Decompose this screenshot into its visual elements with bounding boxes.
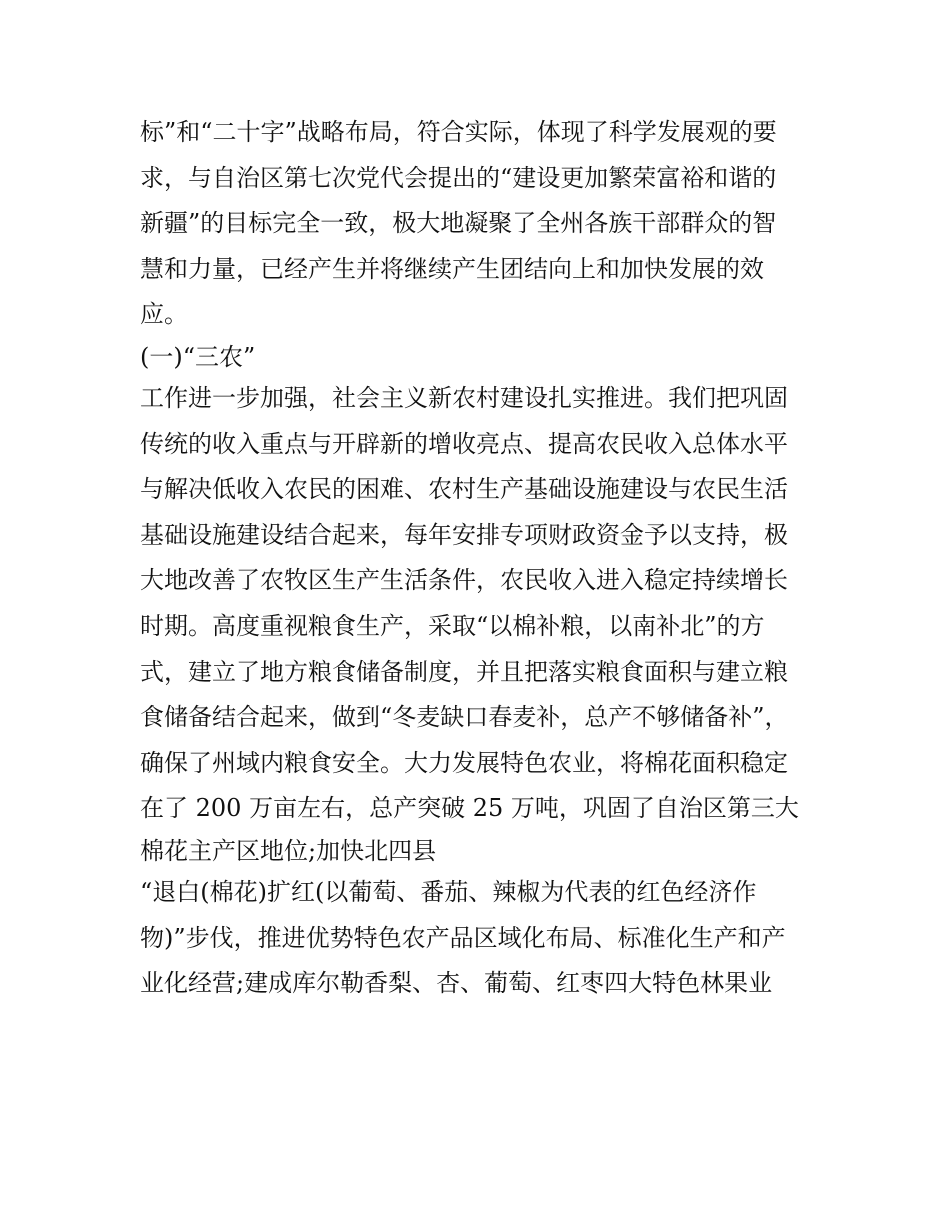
- text-line-10: 基础设施建设结合起来，每年安排专项财政资金予以支持，极: [140, 520, 788, 549]
- text-line-2: 求，与自治区第七次党代会提出的“建设更加繁荣富裕和谐的: [140, 163, 777, 192]
- text-line-3: 新疆”的目标完全一致，极大地凝聚了全州各族干部群众的智: [140, 209, 777, 238]
- text-line-8: 传统的收入重点与开辟新的增收亮点、提高农民收入总体水平: [140, 429, 788, 458]
- text-line-14: 食储备结合起来，做到“冬麦缺口春麦补，总产不够储备补”，: [140, 703, 789, 732]
- text-line-19: 物)”步伐，推进优势特色农产品区域化布局、标准化生产和产: [140, 923, 786, 952]
- body-text: [140, 110, 820, 1007]
- text-line-15: 确保了州域内粮食安全。大力发展特色农业，将棉花面积稳定: [140, 748, 788, 777]
- text-line-5: 应。: [140, 300, 188, 329]
- text-line-1: 标”和“二十字”战略布局，符合实际，体现了科学发展观的要: [140, 118, 777, 146]
- text-line-16: 在了 200 万亩左右，总产突破 25 万吨，巩固了自治区第三大: [140, 794, 799, 823]
- text-line-4: 慧和力量，已经产生并将继续产生团结向上和加快发展的效: [140, 254, 764, 283]
- text-line-9: 与解决低收入农民的困难、农村生产基础设施建设与农民生活: [140, 475, 788, 504]
- text-line-11: 大地改善了农牧区生产生活条件，农民收入进入稳定持续增长: [140, 566, 788, 595]
- text-line-13: 式，建立了地方粮食储备制度，并且把落实粮食面积与建立粮: [140, 657, 788, 686]
- section-heading: (一)“三农”: [140, 342, 256, 371]
- text-line-18: “退白(棉花)扩红(以葡萄、番茄、辣椒为代表的红色经济作: [140, 877, 757, 906]
- text-line-20: 业化经营;建成库尔勒香梨、杏、葡萄、红枣四大特色林果业: [140, 969, 773, 998]
- text-line-17: 棉花主产区地位;加快北四县: [140, 836, 437, 865]
- text-line-7: 工作进一步加强，社会主义新农村建设扎实推进。我们把巩固: [140, 383, 788, 412]
- text-line-12: 时期。高度重视粮食生产，采取“以棉补粮，以南补北”的方: [140, 611, 765, 640]
